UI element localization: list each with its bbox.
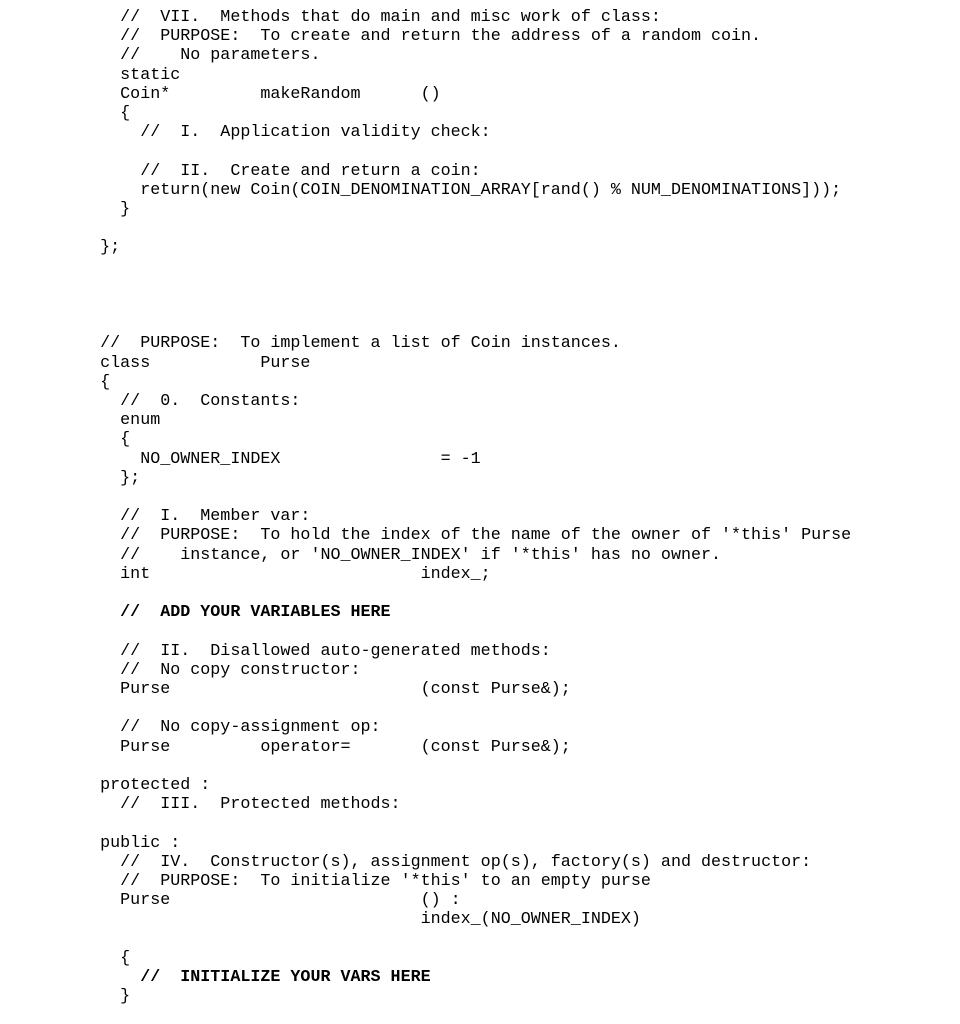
code-line: { (0, 372, 111, 392)
code-line: int index_; (0, 564, 491, 584)
code-line: } (0, 200, 131, 219)
code-line-bold: // ADD YOUR VARIABLES HERE (0, 603, 391, 623)
code-line: // PURPOSE: To implement a list of Coin instances. (0, 334, 621, 354)
code-line: } (0, 987, 131, 1007)
code-line: // instance, or 'NO_OWNER_INDEX' if '*this' has no owner. (0, 545, 722, 565)
code-line: NO_OWNER_INDEX = -1 (0, 449, 481, 469)
code-line: // VII. Methods that do main and misc work of class: (0, 8, 661, 27)
code-line: return(new Coin(COIN_DENOMINATION_ARRAY[rand() % NUM_DENOMINATIONS])); (0, 180, 842, 200)
code-line: }; (0, 468, 141, 488)
code-line: // I. Application validity check: (0, 123, 491, 143)
code-line: index_(NO_OWNER_INDEX) (0, 910, 641, 930)
code-line: // II. Create and return a coin: (0, 161, 481, 181)
code-line: // No parameters. (0, 46, 321, 66)
code-line: Purse () : (0, 891, 461, 911)
code-line: { (0, 430, 131, 450)
code-line: Purse (const Purse&); (0, 680, 571, 699)
code-line: { (0, 948, 131, 968)
code-line: public : (0, 833, 181, 853)
code-line: enum (0, 411, 161, 431)
code-line: // PURPOSE: To hold the index of the name of the owner of '*this' Purse (0, 526, 852, 546)
code-line: // III. Protected methods: (0, 795, 401, 815)
code-line: static (0, 65, 181, 85)
code-line: // IV. Constructor(s), assignment op(s), factory(s) and destructor: (0, 852, 812, 872)
code-line: // No copy-assignment op: (0, 718, 381, 738)
code-line: Purse operator= (const Purse&); (0, 737, 571, 757)
code-line: class Purse (0, 353, 311, 373)
code-line: // II. Disallowed auto-generated methods: (0, 641, 551, 661)
code-line: }; (0, 238, 121, 258)
code-line: // 0. Constants: (0, 392, 301, 411)
code-line: protected : (0, 776, 211, 795)
code-line: Coin* makeRandom () (0, 84, 441, 104)
code-line-bold: // INITIALIZE YOUR VARS HERE (0, 968, 431, 987)
code-line: // PURPOSE: To initialize '*this' to an empty purse (0, 872, 651, 891)
code-line: { (0, 104, 131, 123)
code-line: // No copy constructor: (0, 660, 361, 680)
code-line: // PURPOSE: To create and return the address of a random coin. (0, 27, 762, 47)
code-line: // I. Member var: (0, 507, 311, 527)
